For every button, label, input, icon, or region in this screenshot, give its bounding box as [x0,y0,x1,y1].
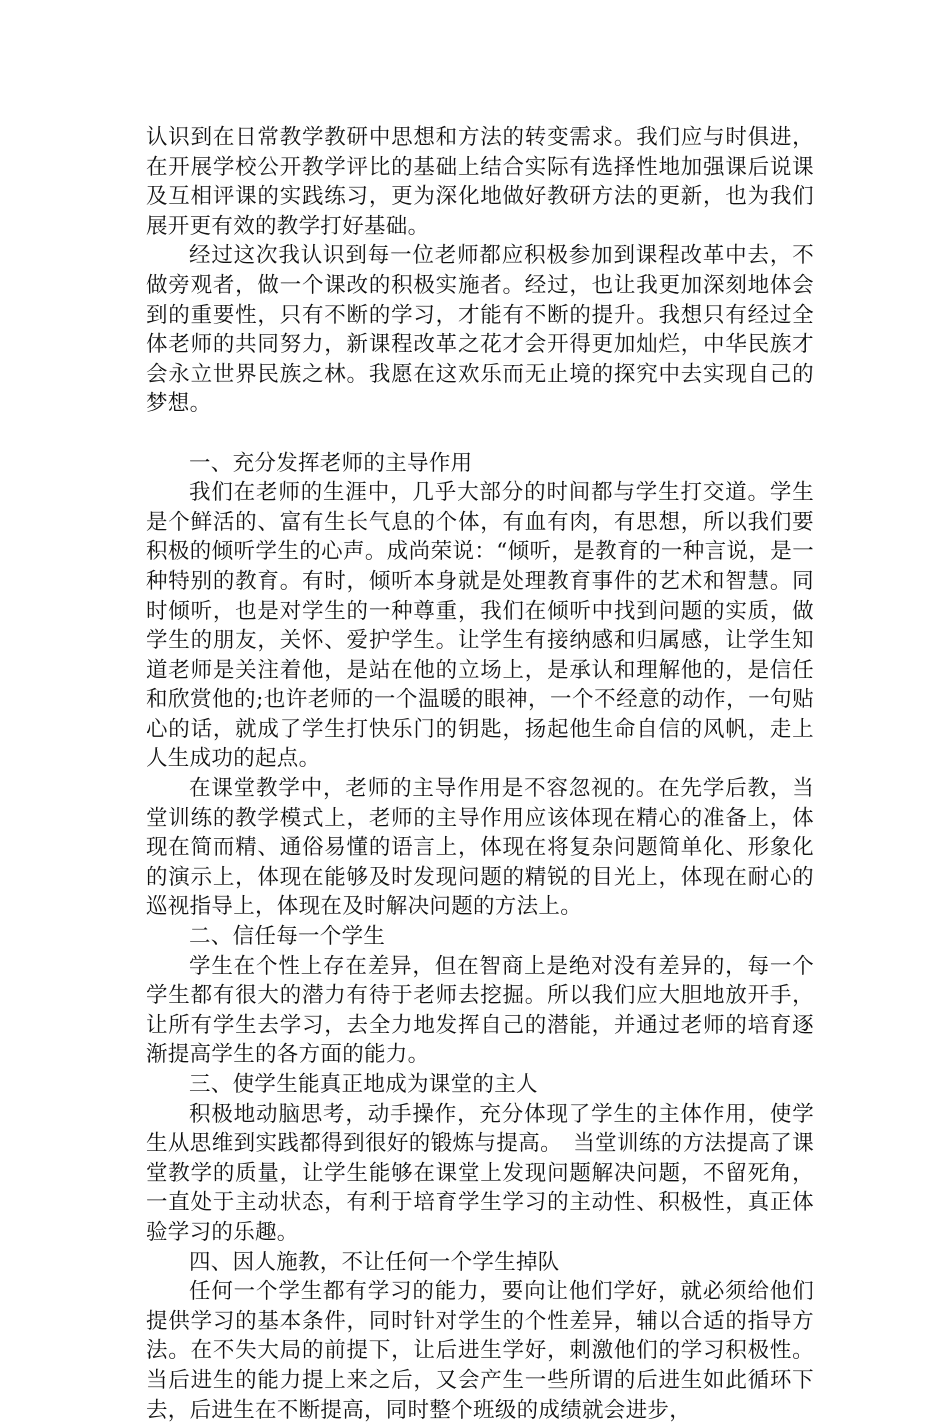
paragraph-5: 学生在个性上存在差异，但在智商上是绝对没有差异的，每一个学生都有很大的潜力有待于老师去挖掘。所以我们应大胆地放开手，让所有学生去学习，去全力地发挥自己的潜能，并通过老师的培育逐渐提高学生的各方面的能力。 [146,953,814,1068]
section-heading-3: 三、使学生能真正地成为课堂的主人 [189,1072,538,1097]
paragraph-2: 经过这次我认识到每一位老师都应积极参加到课程改革中去，不做旁观者，做一个课改的积极实施者。经过，也让我更加深刻地体会到的重要性，只有不断的学习，才能有不断的提升。我想只有经过全体老师的共同努力，新课程改革之花才会开得更加灿烂，中华民族才会永立世界民族之林。我愿在这欢乐而无止境的探究中去实现自己的梦想。 [146,243,814,417]
paragraph-3: 我们在老师的生涯中，几乎大部分的时间都与学生打交道。学生是个鲜活的、富有生长气息的个体，有血有肉，有思想，所以我们要积极的倾听学生的心声。成尚荣说：“倾听，是教育的一种言说，是一种特别的教育。有时，倾听本身就是处理教育事件的艺术和智慧。同时倾听，也是对学生的一种尊重，我们在倾听中找到问题的实质，做学生的朋友，关怀、爱护学生。让学生有接纳感和归属感，让学生知道老师是关注着他，是站在他的立场上，是承认和理解他的，是信任和欣赏他的;也许老师的一个温暖的眼神，一个不经意的动作，一句贴心的话，就成了学生打快乐门的钥匙，扬起他生命自信的风帆，走上人生成功的起点。 [146,480,814,772]
document-body [146,123,814,1425]
paragraph-4: 在课堂教学中，老师的主导作用是不容忽视的。在先学后教，当堂训练的教学模式上，老师的主导作用应该体现在精心的准备上，体现在简而精、通俗易懂的语言上，体现在将复杂问题简单化、形象化的演示上，体现在能够及时发现问题的精锐的目光上，体现在耐心的巡视指导上，体现在及时解决问题的方法上。 [146,776,814,920]
section-heading-2: 二、信任每一个学生 [189,924,386,950]
paragraph-1: 认识到在日常教学教研中思想和方法的转变需求。我们应与时俱进，在开展学校公开教学评比的基础上结合实际有选择性地加强课后说课及互相评课的实践练习，更为深化地做好教研方法的更新，也为我们展开更有效的教学打好基础。 [146,125,814,239]
blank-line [146,419,814,449]
section-heading-1: 一、充分发挥老师的主导作用 [189,450,473,476]
paragraph-7: 任何一个学生都有学习的能力，要向让他们学好，就必须给他们提供学习的基本条件，同时针对学生的个性差异，辅以合适的指导方法。在不失大局的前提下，让后进生学好，刺激他们的学习积极性。当后进生的能力提上来之后，又会产生一些所谓的后进生如此循环下去，后进生在不断提高，同时整个班级的成绩就会进步， [146,1279,814,1423]
section-heading-4: 四、因人施教，不让任何一个学生掉队 [189,1249,560,1275]
paragraph-6: 积极地动脑思考，动手操作，充分体现了学生的主体作用，使学生从思维到实践都得到很好的锻炼与提高。 当堂训练的方法提高了课堂教学的质量，让学生能够在课堂上发现问题解决问题，不留死角，一直处于主动状态，有利于培育学生学习的主动性、积极性，真正体验学习的乐趣。 [146,1101,814,1245]
